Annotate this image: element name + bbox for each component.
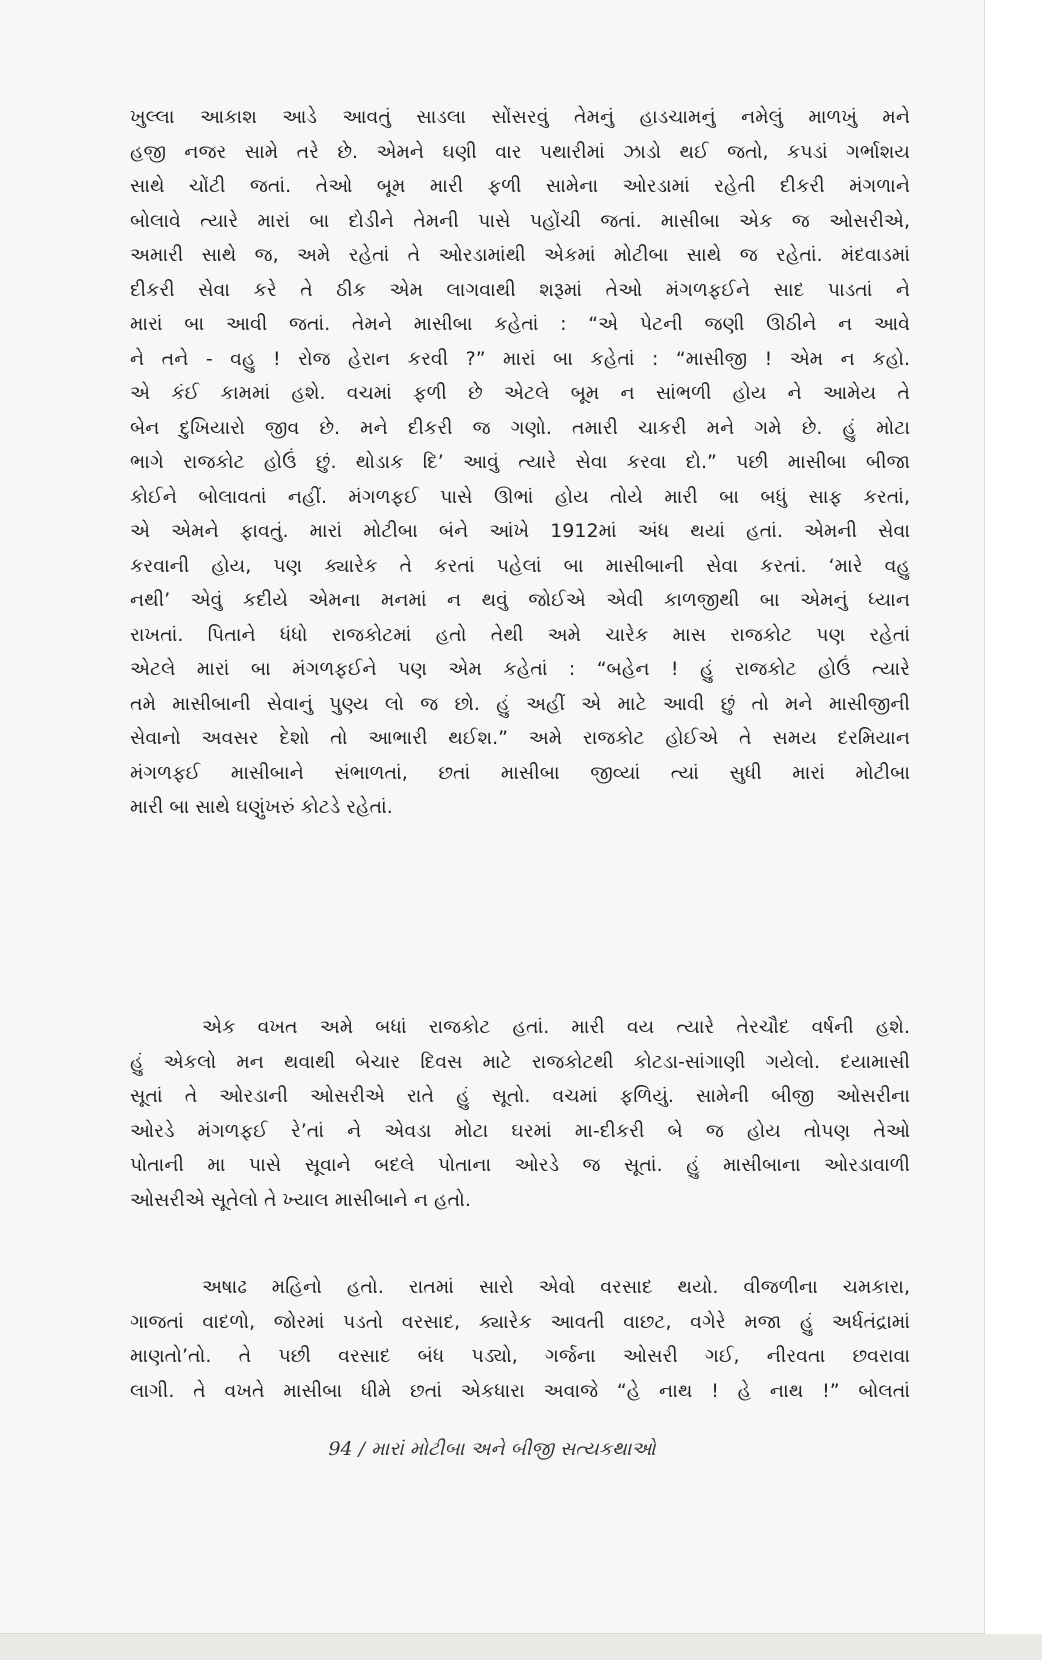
- text-line: એક વખત અમે બધાં રાજકોટ હતાં. મારી વય ત્યારે તેરચૌદ વર્ષની હશે.: [202, 1016, 910, 1038]
- text-line: કરવાની હોય, પણ ક્યારેક તે કરતાં પહેલાં બા માસીબાની સેવા કરતાં. ‘મારે વહુ: [130, 554, 910, 577]
- paragraph-1: [130, 100, 910, 825]
- text-line: સાથે ચોંટી જતાં. તેઓ બૂમ મારી ફળી સામેના ઓરડામાં રહેતી દીકરી મંગળાને: [130, 175, 910, 197]
- text-line: એટલે મારાં બા મંગળફઈને પણ એમ કહેતાં : “બહેન ! હું રાજકોટ હોઉં ત્યારે: [130, 658, 910, 680]
- paragraph-2: [130, 1010, 910, 1217]
- text-line: તમે માસીબાની સેવાનું પુણ્ય લો જ છો. હું અહીં એ માટે આવી છું તો મને માસીજીની: [130, 692, 910, 715]
- text-line: સેવાનો અવસર દેશો તો આભારી થઈશ.” અમે રાજકોટ હોઈએ તે સમય દરમિયાન: [130, 727, 910, 749]
- page-footer: 94 / મારાં મોટીબા અને બીજી સત્યકથાઓ: [328, 1438, 656, 1460]
- text-line: અષાઢ મહિનો હતો. રાતમાં સારો એવો વરસાદ થયો. વીજળીના ચમકારા,: [202, 1276, 910, 1298]
- text-line: હું એકલો મન થવાથી બેચાર દિવસ માટે રાજકોટથી કોટડા-સાંગાણી ગયેલો. દયામાસી: [130, 1050, 910, 1073]
- text-line: બેન દુખિયારો જીવ છે. મને દીકરી જ ગણો. તમારી ચાકરી મને ગમે છે. હું મોટા: [130, 416, 910, 439]
- text-line: માણતો’તો. તે પછી વરસાદ બંધ પડ્યો, ગર્જના ઓસરી ગઈ, નીરવતા છવરાવા: [130, 1345, 910, 1367]
- text-line: સૂતાં તે ઓરડાની ઓસરીએ રાતે હું સૂતો. વચમાં ફળિયું. સામેની બીજી ઓસરીના: [130, 1085, 910, 1107]
- scan-background-strip: [0, 1634, 1042, 1660]
- text-line: ઓસરીએ સૂતેલો તે ખ્યાલ માસીબાને ન હતો.: [130, 1188, 471, 1211]
- text-line: ગાજતાં વાદળો, જોરમાં પડતો વરસાદ, ક્યારેક આવતી વાછટ, વગેરે મજા હું અર્ધતંદ્રામાં: [130, 1310, 910, 1333]
- text-line: કોઈને બોલાવતાં નહીં. મંગળફઈ પાસે ઊભાં હોય તોયે મારી બા બધું સાફ કરતાં,: [130, 485, 910, 508]
- text-line: દીકરી સેવા કરે તે ઠીક એમ લાગવાથી શરૂમાં તેઓ મંગળફઈને સાદ પાડતાં ને: [130, 278, 910, 301]
- text-line: અમારી સાથે જ, અમે રહેતાં તે ઓરડામાંથી એકમાં મોટીબા સાથે જ રહેતાં. મંદવાડમાં: [130, 244, 910, 266]
- paragraph-3: [130, 1270, 910, 1408]
- text-line: ખુલ્લા આકાશ આડે આવતું સાડલા સોંસરવું તેમનું હાડચામનું નમેલું માળખું મને: [130, 106, 910, 128]
- text-line: નથી’ એવું કદીયે એમના મનમાં ન થવું જોઈએ એવી કાળજીથી બા એમનું ધ્યાન: [130, 589, 910, 611]
- text-line: મારાં બા આવી જતાં. તેમને માસીબા કહેતાં : “એ પેટની જણી ઊઠીને ન આવે: [130, 313, 910, 335]
- text-line: ભાગે રાજકોટ હોઉં છું. થોડાક દિ’ આવું ત્યારે સેવા કરવા દો.” પછી માસીબા બીજા: [130, 451, 910, 473]
- text-line: રાખતાં. પિતાને ધંધો રાજકોટમાં હતો તેથી અમે ચારેક માસ રાજકોટ પણ રહેતાં: [130, 623, 910, 646]
- text-line: ઓરડે મંગળફઈ રે’તાં ને એવડા મોટા ઘરમાં મા-દીકરી બે જ હોય તોપણ તેઓ: [130, 1119, 910, 1142]
- text-line: એ કંઈ કામમાં હશે. વચમાં ફળી છે એટલે બૂમ ન સાંભળી હોય ને આમેય તે: [130, 382, 910, 404]
- text-line: મારી બા સાથે ઘણુંખરું કોટડે રહેતાં.: [130, 796, 393, 818]
- text-line: હજી નજર સામે તરે છે. એમને ઘણી વાર પથારીમાં ઝાડો થઈ જતો, કપડાં ગર્ભાશય: [130, 140, 910, 163]
- text-line: એ એમને ફાવતું. મારાં મોટીબા બંને આંખે 1912માં અંધ થયાં હતાં. એમની સેવા: [130, 520, 910, 542]
- text-line: પોતાની મા પાસે સૂવાને બદલે પોતાના ઓરડે જ સૂતાં. હું માસીબાના ઓરડાવાળી: [130, 1154, 910, 1176]
- text-line: મંગળફઈ માસીબાને સંભાળતાં, છતાં માસીબા જીવ્યાં ત્યાં સુધી મારાં મોટીબા: [130, 761, 910, 784]
- text-line: ને તને - વહુ ! રોજ હેરાન કરવી ?” મારાં બા કહેતાં : “માસીજી ! એમ ન કહો.: [130, 347, 910, 370]
- text-line: લાગી. તે વખતે માસીબા ધીમે છતાં એકધારા અવાજે “હે નાથ ! હે નાથ !” બોલતાં: [130, 1379, 910, 1402]
- text-line: બોલાવે ત્યારે મારાં બા દોડીને તેમની પાસે પહોંચી જતાં. માસીબા એક જ ઓસરીએ,: [130, 209, 910, 232]
